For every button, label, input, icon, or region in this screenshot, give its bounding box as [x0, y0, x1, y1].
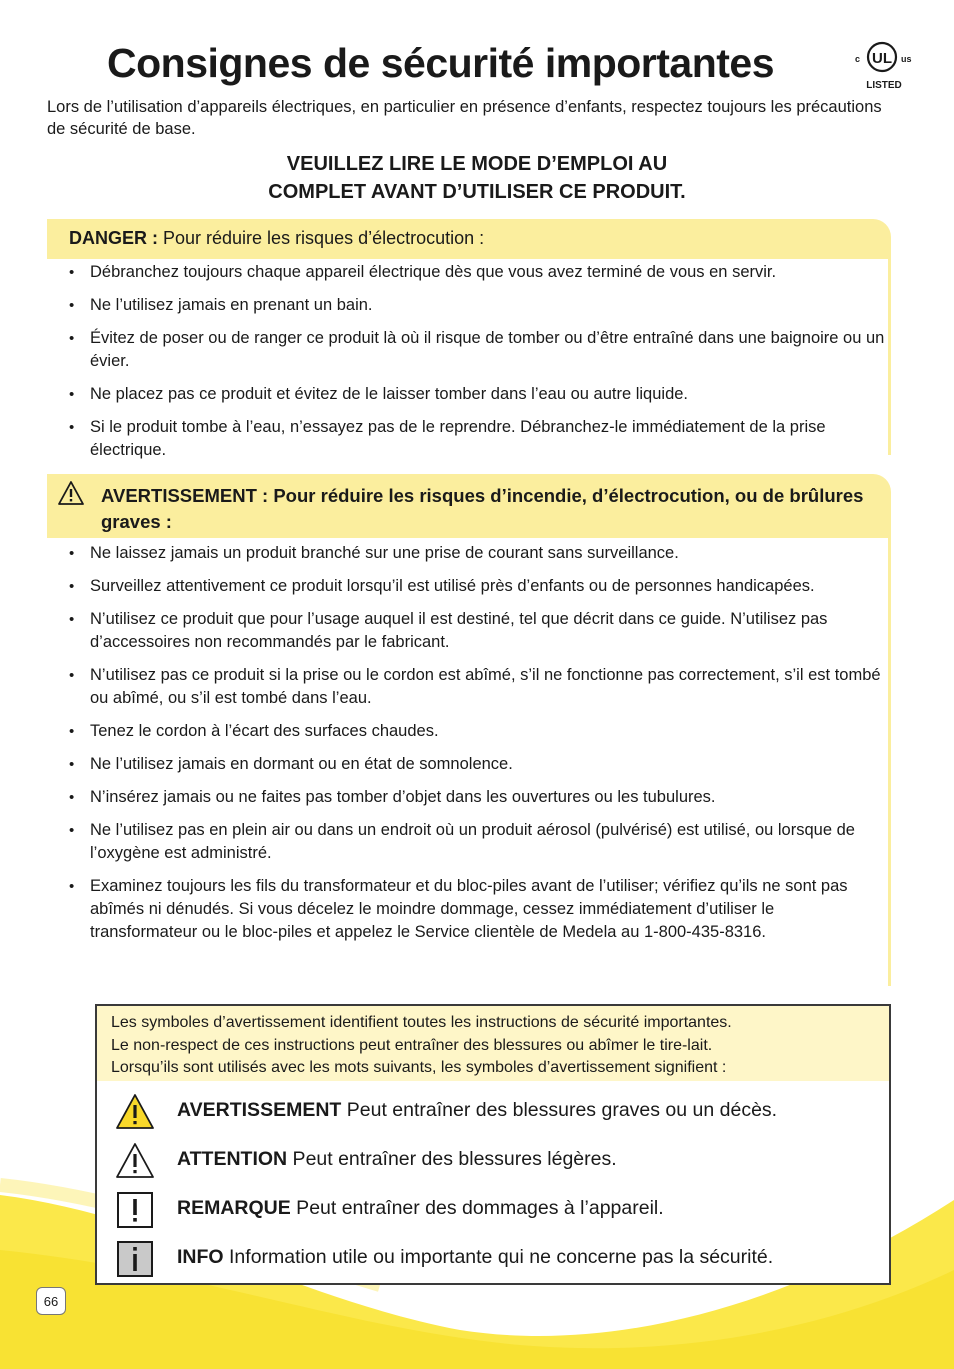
warning-triangle-outline-icon — [115, 1141, 155, 1181]
legend-row-attention — [115, 1141, 875, 1181]
legend-text — [177, 1197, 664, 1220]
danger-list — [0, 261, 885, 472]
warning-heading: Pour réduire les risques d’incendie, d’électrocution, ou de brûlures graves : — [101, 485, 864, 532]
warning-triangle-yellow-icon — [115, 1092, 155, 1132]
legend-term: INFO — [177, 1246, 224, 1268]
legend-desc: Peut entraîner des blessures graves ou un décès. — [341, 1099, 778, 1121]
list-item: • Ne l’utilisez jamais en dormant ou en état de somnolence. — [0, 753, 885, 776]
legend-row-info — [115, 1239, 875, 1279]
legend-text — [177, 1246, 773, 1269]
danger-header — [47, 219, 891, 259]
legend-row-avertissement — [115, 1092, 875, 1132]
warning-side-rule — [888, 538, 891, 986]
ul-listed-logo — [852, 38, 922, 94]
legend-row-remarque — [115, 1190, 875, 1230]
danger-side-rule — [888, 259, 891, 455]
info-box-icon — [115, 1239, 155, 1279]
list-item: • N’insérez jamais ou ne faites pas tomber d’objet dans les ouvertures ou les tubulures. — [0, 786, 885, 809]
warning-triangle-icon — [57, 480, 85, 506]
legend-intro — [97, 1006, 889, 1081]
must-read-notice — [47, 150, 907, 206]
list-item: • Évitez de poser ou de ranger ce produit là où il risque de tomber ou d’être entraîné dans une baignoire ou un évier. — [0, 327, 885, 373]
exclamation-box-icon — [115, 1190, 155, 1230]
list-item: • Ne l’utilisez jamais en prenant un bain. — [0, 294, 885, 317]
legend-desc: Peut entraîner des blessures légères. — [287, 1148, 617, 1170]
legend-intro-line: Lorsqu’ils sont utilisés avec les mots suivants, les symboles d’avertissement signifient : — [111, 1059, 727, 1076]
must-read-line-1: VEUILLEZ LIRE LE MODE D’EMPLOI AU — [286, 153, 668, 175]
list-item: • Tenez le cordon à l’écart des surfaces chaudes. — [0, 720, 885, 743]
list-item: • N’utilisez pas ce produit si la prise ou le cordon est abîmé, s’il ne fonctionne pas correctement, s’il est tombé ou abîmé, ou s’il est tombé dans l’eau. — [0, 664, 885, 710]
danger-heading: Pour réduire les risques d’électrocution : — [158, 228, 485, 248]
list-item: • Examinez toujours les fils du transformateur et du bloc-piles avant de l’utiliser; vérifiez qu’ils ne sont pas abîmés ni dénudés. Si vous décelez le moindre dommage, cessez immédiatement d’utiliser le transformateur ou le bloc-piles et appelez le Service clientèle de Medela au 1-800-435-8316. — [0, 875, 885, 944]
list-item: • Ne l’utilisez pas en plein air ou dans un endroit où un produit aérosol (pulvérisé) est utilisé, ou lorsque de l’oxygène est administré. — [0, 819, 885, 865]
page-title: Consignes de sécurité importantes — [107, 40, 775, 86]
ul-logo-right-text: us — [901, 54, 912, 64]
page-number: 66 — [36, 1287, 66, 1315]
danger-label: DANGER : — [69, 228, 158, 248]
intro-paragraph: Lors de l’utilisation d’appareils électriques, en particulier en présence d’enfants, respectez toujours les précautions de sécurité de base. — [47, 98, 882, 138]
legend-intro-line: Les symboles d’avertissement identifient toutes les instructions de sécurité importantes. — [111, 1014, 732, 1031]
list-item: • Ne placez pas ce produit et évitez de le laisser tomber dans l’eau ou autre liquide. — [0, 383, 885, 406]
legend-desc: Peut entraîner des dommages à l’appareil. — [290, 1197, 664, 1219]
legend-text — [177, 1099, 777, 1122]
legend-intro-line: Le non-respect de ces instructions peut entraîner des blessures ou abîmer le tire-lait. — [111, 1036, 713, 1054]
list-item: • Surveillez attentivement ce produit lorsqu’il est utilisé près d’enfants ou de personnes handicapées. — [0, 575, 885, 598]
legend-desc: Information utile ou importante qui ne concerne pas la sécurité. — [223, 1246, 774, 1268]
ul-logo-left-text: c — [855, 54, 861, 64]
list-item: • N’utilisez ce produit que pour l’usage auquel il est destiné, tel que décrit dans ce guide. N’utilisez pas d’accessoires non recommandés par le fabricant. — [0, 608, 885, 654]
warning-header — [47, 474, 891, 538]
warning-label: AVERTISSEMENT : — [101, 485, 269, 506]
legend-term: AVERTISSEMENT — [177, 1099, 342, 1121]
legend-term: REMARQUE — [177, 1197, 291, 1219]
list-item: • Débranchez toujours chaque appareil électrique dès que vous avez terminé de vous en servir. — [0, 261, 885, 284]
ul-logo-bottom-text: LISTED — [866, 80, 902, 91]
list-item: • Si le produit tombe à l’eau, n’essayez pas de le reprendre. Débranchez-le immédiatement de la prise électrique. — [0, 416, 885, 462]
legend-text — [177, 1148, 617, 1171]
ul-logo-center-text: UL — [872, 50, 892, 67]
list-item: • Ne laissez jamais un produit branché sur une prise de courant sans surveillance. — [0, 542, 885, 565]
legend-term: ATTENTION — [177, 1148, 288, 1170]
symbol-legend-box — [95, 1004, 891, 1285]
warning-list — [0, 542, 885, 954]
must-read-line-2: COMPLET AVANT D’UTILISER CE PRODUIT. — [268, 181, 686, 203]
